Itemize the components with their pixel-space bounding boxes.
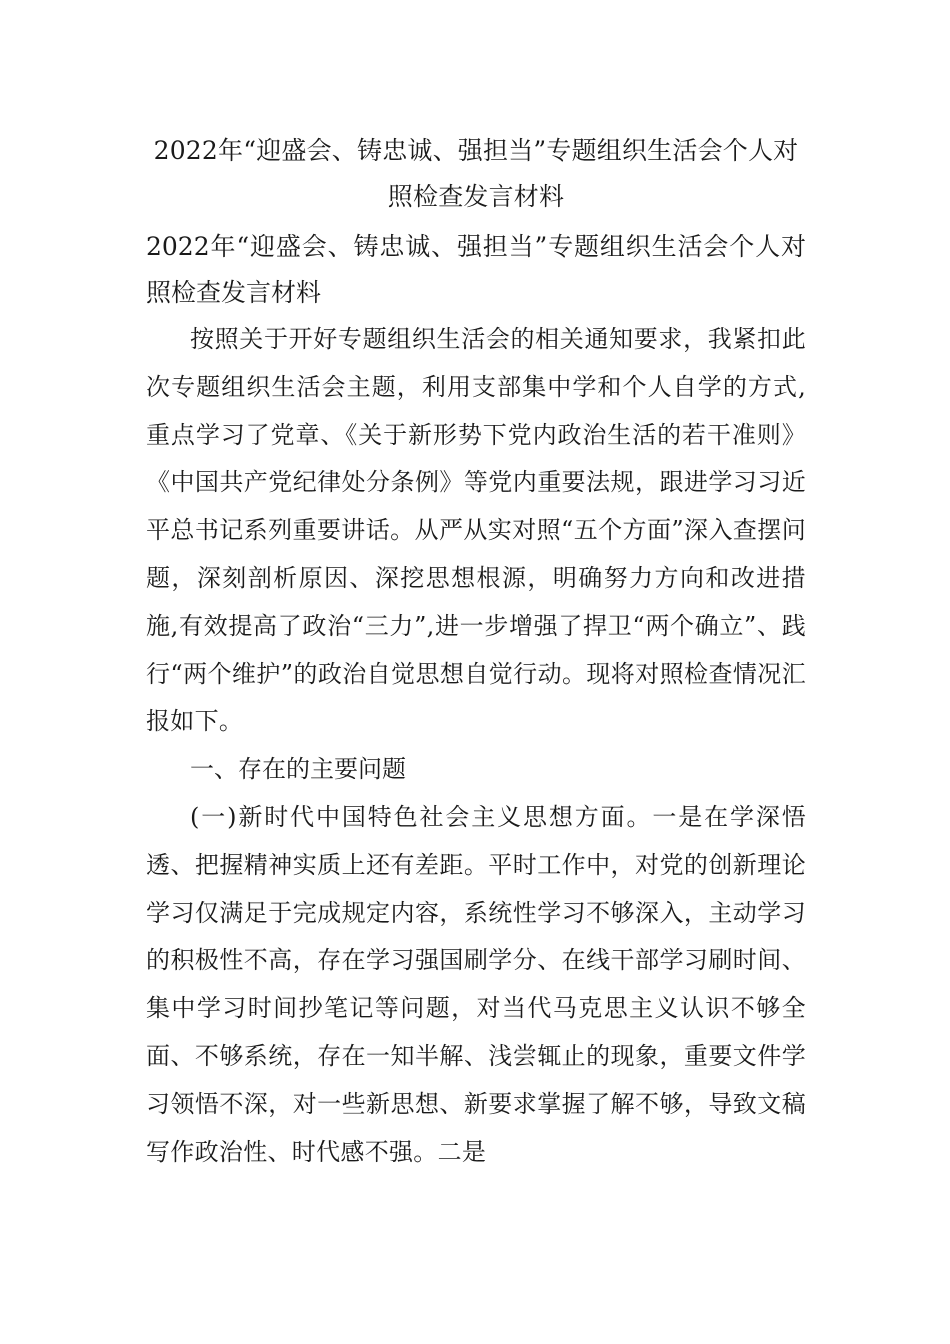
intro-paragraph: 按照关于开好专题组织生活会的相关通知要求，我紧扣此次专题组织生活会主题，利用支部集中学和个人自学的方式,重点学习了党章、《关于新形势下党内政治生活的若干准则》《中国共产党纪律处分条例》等党内重要法规，跟进学习习近平总书记系列重要讲话。从严从实对照“五个方面”深入查摆问题，深刻剖析原因、深挖思想根源，明确努力方向和改进措施,有效提高了政治“三力”,进一步增强了捍卫“两个确立”、践行“两个维护”的政治自觉思想自觉行动。现将对照检查情况汇报如下。 <box>146 325 806 736</box>
document-title: 2022年“迎盛会、铸忠诚、强担当”专题组织生活会个人对照检查发言材料 <box>153 136 799 211</box>
document-body <box>146 128 806 1176</box>
section-heading: 一、存在的主要问题 <box>190 755 406 784</box>
section-paragraph: (一)新时代中国特色社会主义思想方面。一是在学深悟透、把握精神实质上还有差距。平时工作中，对党的创新理论学习仅满足于完成规定内容，系统性学习不够深入，主动学习的积极性不高，存在学习强国刷学分、在线干部学习刷时间、集中学习时间抄笔记等问题，对当代马克思主义认识不够全面、不够系统，存在一知半解、浅尝辄止的现象，重要文件学习领悟不深，对一些新思想、新要求掌握了解不够，导致文稿写作政治性、时代感不强。二是 <box>146 802 806 1166</box>
document-subtitle: 2022年“迎盛会、铸忠诚、强担当”专题组织生活会个人对照检查发言材料 <box>146 232 806 307</box>
